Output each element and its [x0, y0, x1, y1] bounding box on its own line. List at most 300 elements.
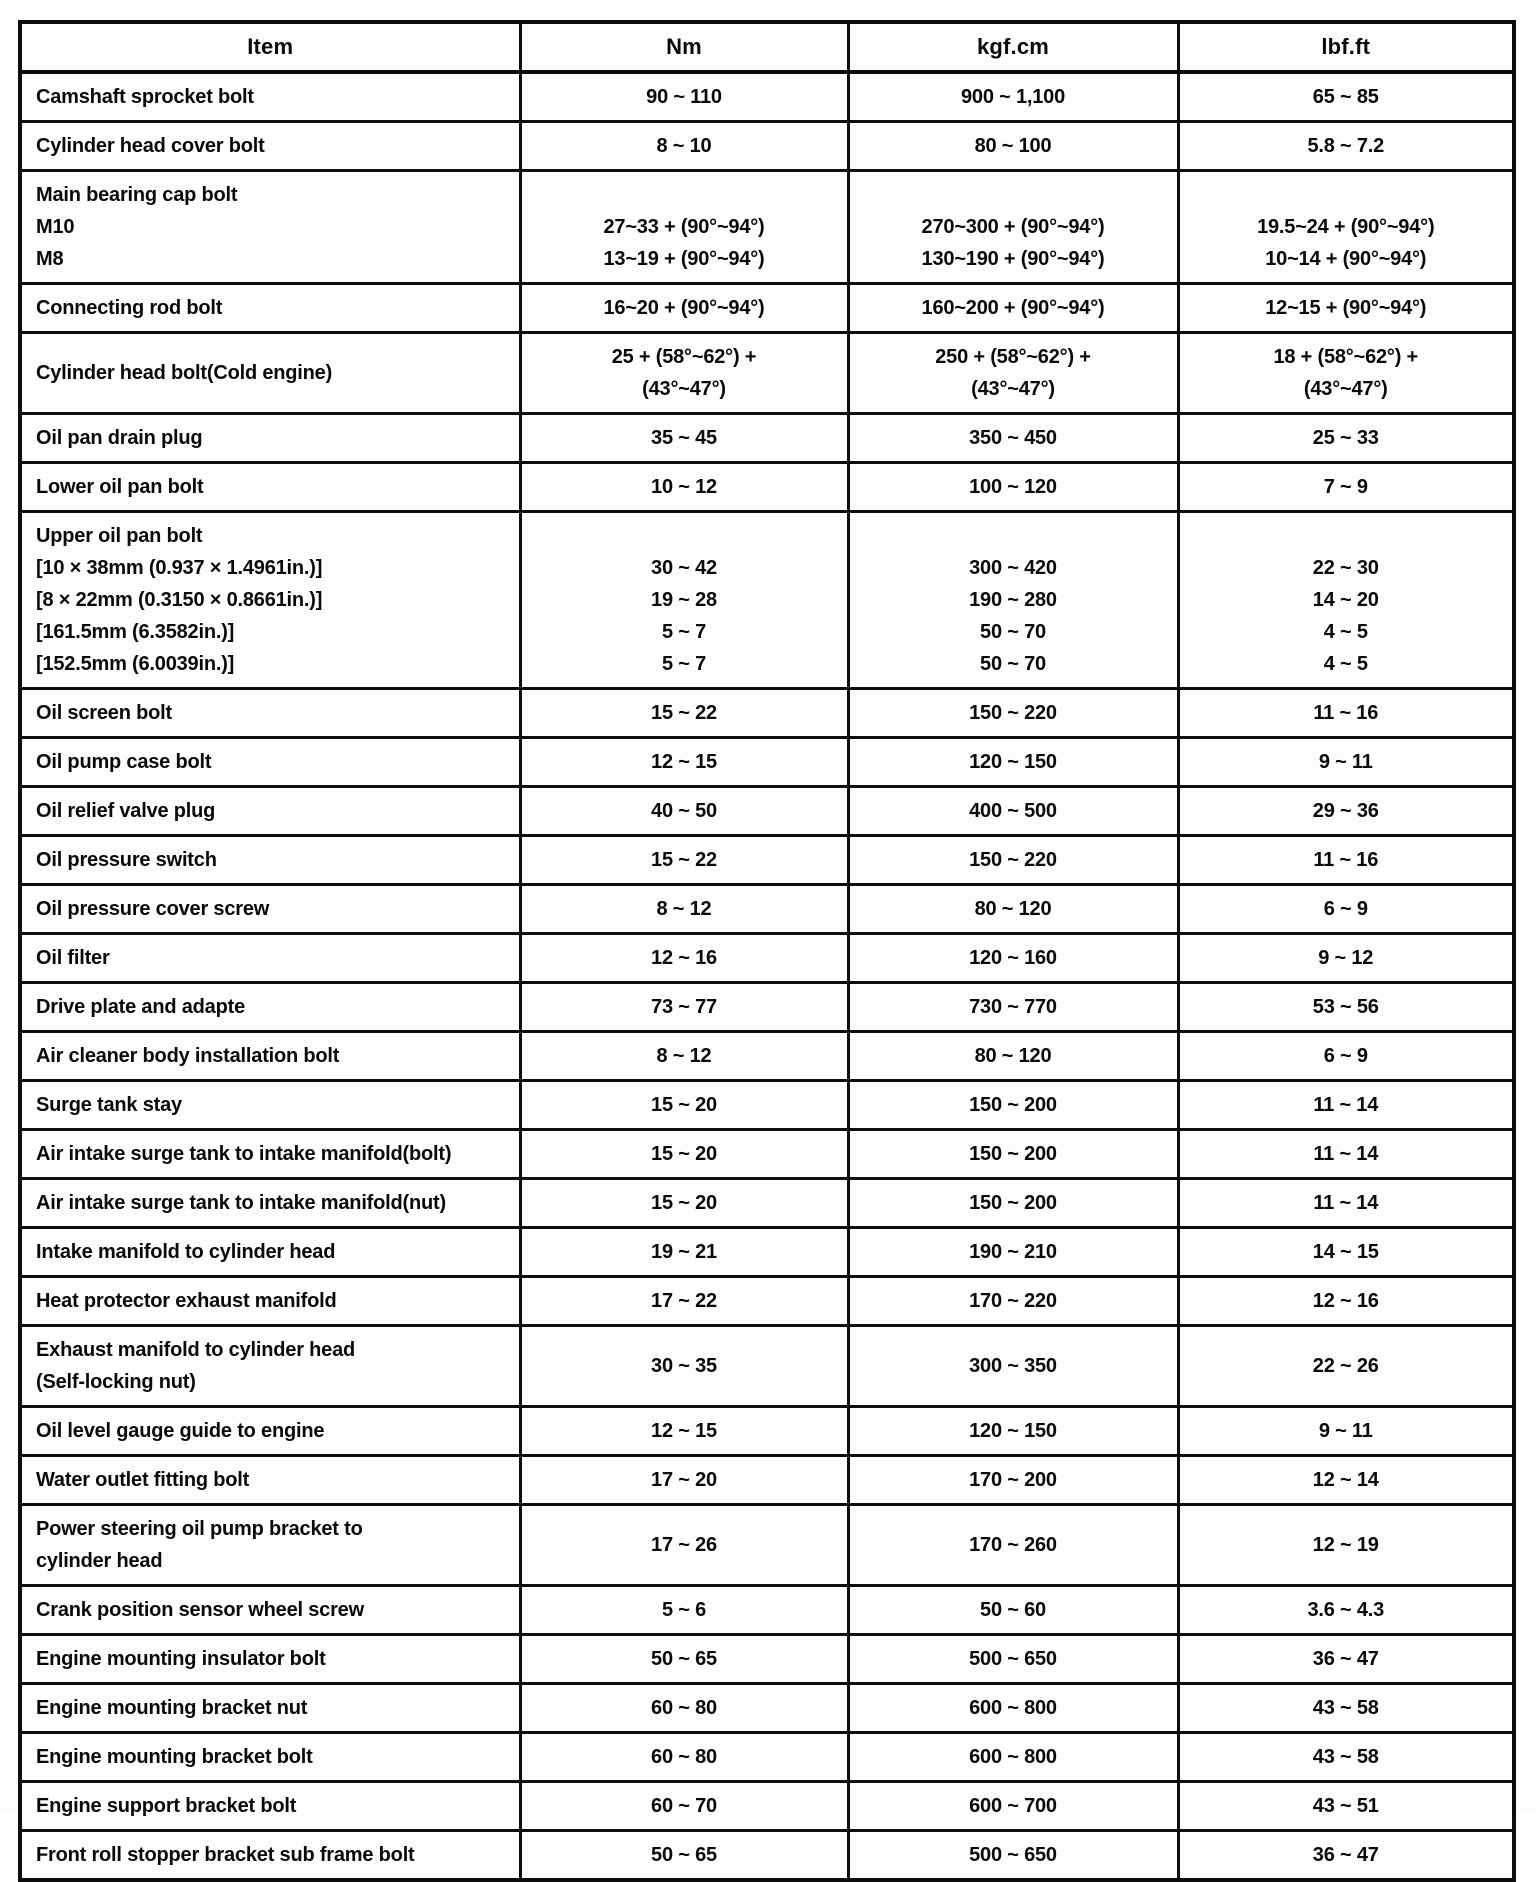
kgf-cell [848, 738, 1178, 787]
kgf-cell [848, 1456, 1178, 1505]
table-row [20, 1831, 1514, 1881]
kgf-cell [848, 787, 1178, 836]
cell-line: Oil pan drain plug [36, 427, 203, 449]
cell-line: cylinder head [36, 1550, 163, 1572]
cell-line: Intake manifold to cylinder head [36, 1241, 336, 1263]
cell-line: Exhaust manifold to cylinder head [36, 1339, 356, 1361]
lbf-cell [1178, 885, 1514, 934]
kgf-cell [848, 689, 1178, 738]
cell-line: 16~20 + (90°~94°) [603, 297, 765, 319]
nm-cell [520, 787, 848, 836]
cell-line: 60 ~ 70 [651, 1795, 717, 1817]
cell-line: 7 ~ 9 [1323, 476, 1368, 498]
cell-line: [161.5mm (6.3582in.)] [36, 621, 235, 643]
cell-line: Oil pressure cover screw [36, 898, 270, 920]
cell-line: Oil relief valve plug [36, 800, 216, 822]
cell-line: (Self-locking nut) [36, 1371, 196, 1393]
item-cell [20, 689, 520, 738]
cell-line: 11 ~ 14 [1313, 1192, 1379, 1214]
header-row [20, 22, 1514, 72]
table-row [20, 738, 1514, 787]
cell-line: Cylinder head bolt(Cold engine) [36, 362, 333, 384]
lbf-cell [1178, 512, 1514, 689]
cell-line: 40 ~ 50 [651, 800, 717, 822]
cell-line: 12 ~ 14 [1312, 1469, 1379, 1491]
nm-cell [520, 1782, 848, 1831]
cell-line: 25 + (58°~62°) + [611, 346, 757, 368]
table-row [20, 414, 1514, 463]
cell-line: 11 ~ 16 [1313, 702, 1379, 724]
cell-line: 30 ~ 42 [651, 557, 717, 579]
cell-line: 160~200 + (90°~94°) [921, 297, 1105, 319]
header-nm: Nm [520, 22, 848, 72]
nm-cell [520, 1032, 848, 1081]
kgf-cell [848, 284, 1178, 333]
kgf-cell [848, 333, 1178, 414]
cell-line: 65 ~ 85 [1312, 86, 1379, 108]
item-cell [20, 1326, 520, 1407]
cell-line: Heat protector exhaust manifold [36, 1290, 337, 1312]
lbf-cell [1178, 836, 1514, 885]
cell-line: 190 ~ 210 [969, 1241, 1057, 1263]
kgf-cell [848, 885, 1178, 934]
table-row [20, 512, 1514, 689]
nm-cell [520, 463, 848, 512]
table-row [20, 1130, 1514, 1179]
table-row [20, 983, 1514, 1032]
item-cell [20, 1684, 520, 1733]
cell-line: M10 [36, 216, 75, 238]
lbf-cell [1178, 333, 1514, 414]
cell-line: 73 ~ 77 [651, 996, 717, 1018]
lbf-cell [1178, 1635, 1514, 1684]
item-cell [20, 284, 520, 333]
cell-line: Front roll stopper bracket sub frame bolt [36, 1844, 415, 1866]
cell-line [528, 520, 841, 552]
item-cell [20, 1032, 520, 1081]
lbf-cell [1178, 1326, 1514, 1407]
lbf-cell [1178, 1831, 1514, 1881]
nm-cell [520, 333, 848, 414]
cell-line: 60 ~ 80 [651, 1746, 717, 1768]
header-item: Item [20, 22, 520, 72]
nm-cell [520, 1635, 848, 1684]
nm-cell [520, 171, 848, 284]
cell-line: 120 ~ 150 [969, 751, 1057, 773]
item-cell [20, 1586, 520, 1635]
lbf-cell [1178, 1782, 1514, 1831]
lbf-cell [1178, 1733, 1514, 1782]
table-row [20, 1586, 1514, 1635]
cell-line: 30 ~ 35 [651, 1355, 717, 1377]
cell-line: Oil pump case bolt [36, 751, 212, 773]
table-row [20, 836, 1514, 885]
cell-line: 15 ~ 20 [651, 1192, 717, 1214]
table-row [20, 171, 1514, 284]
cell-line: 8 ~ 12 [656, 1045, 712, 1067]
nm-cell [520, 72, 848, 122]
cell-line: Engine mounting bracket nut [36, 1697, 308, 1719]
cell-line: 50 ~ 60 [980, 1599, 1046, 1621]
table-row [20, 1228, 1514, 1277]
table-row [20, 1277, 1514, 1326]
cell-line: 6 ~ 9 [1323, 898, 1368, 920]
cell-line: [10 × 38mm (0.937 × 1.4961in.)] [36, 557, 323, 579]
cell-line: Oil screen bolt [36, 702, 172, 724]
item-cell [20, 1081, 520, 1130]
kgf-cell [848, 463, 1178, 512]
cell-line: 50 ~ 70 [980, 621, 1046, 643]
nm-cell [520, 1326, 848, 1407]
nm-cell [520, 512, 848, 689]
nm-cell [520, 1456, 848, 1505]
cell-line: 900 ~ 1,100 [960, 86, 1065, 108]
cell-line: 12 ~ 16 [651, 947, 717, 969]
item-cell [20, 1179, 520, 1228]
item-cell [20, 885, 520, 934]
nm-cell [520, 885, 848, 934]
lbf-cell [1178, 122, 1514, 171]
cell-line: 17 ~ 22 [651, 1290, 717, 1312]
kgf-cell [848, 1277, 1178, 1326]
item-cell [20, 171, 520, 284]
lbf-cell [1178, 983, 1514, 1032]
cell-line: 25 ~ 33 [1312, 427, 1379, 449]
table-row [20, 1407, 1514, 1456]
nm-cell [520, 414, 848, 463]
item-cell [20, 122, 520, 171]
table-header [20, 22, 1514, 72]
cell-line: Lower oil pan bolt [36, 476, 204, 498]
cell-line: 5 ~ 7 [661, 621, 707, 643]
kgf-cell [848, 1179, 1178, 1228]
cell-line: 90 ~ 110 [646, 86, 722, 108]
cell-line: 150 ~ 200 [969, 1192, 1057, 1214]
cell-line: 9 ~ 11 [1318, 1420, 1373, 1442]
cell-line: 27~33 + (90°~94°) [603, 216, 765, 238]
item-cell [20, 1505, 520, 1586]
cell-line: 11 ~ 16 [1313, 849, 1379, 871]
cell-line: 29 ~ 36 [1312, 800, 1379, 822]
nm-cell [520, 1130, 848, 1179]
lbf-cell [1178, 1586, 1514, 1635]
item-cell [20, 836, 520, 885]
lbf-cell [1178, 787, 1514, 836]
cell-line: Oil filter [36, 947, 110, 969]
cell-line: 35 ~ 45 [651, 427, 717, 449]
table-row [20, 1733, 1514, 1782]
cell-line: Main bearing cap bolt [36, 184, 238, 206]
item-cell [20, 1277, 520, 1326]
cell-line: Power steering oil pump bracket to [36, 1518, 363, 1540]
kgf-cell [848, 1831, 1178, 1881]
cell-line: 14 ~ 20 [1312, 589, 1379, 611]
cell-line: Surge tank stay [36, 1094, 182, 1116]
table-row [20, 72, 1514, 122]
cell-line: 5.8 ~ 7.2 [1307, 135, 1385, 157]
cell-line: 15 ~ 22 [651, 849, 717, 871]
cell-line [856, 520, 1171, 552]
cell-line: [152.5mm (6.0039in.)] [36, 653, 235, 675]
kgf-cell [848, 1228, 1178, 1277]
cell-line: M8 [36, 248, 64, 270]
cell-line: 170 ~ 220 [969, 1290, 1057, 1312]
cell-line: 5 ~ 7 [661, 653, 707, 675]
cell-line: 4 ~ 5 [1323, 621, 1368, 643]
cell-line: 8 ~ 10 [656, 135, 712, 157]
cell-line: Camshaft sprocket bolt [36, 86, 254, 108]
nm-cell [520, 1179, 848, 1228]
table-row [20, 787, 1514, 836]
cell-line: 17 ~ 20 [651, 1469, 717, 1491]
item-cell [20, 72, 520, 122]
table-row [20, 885, 1514, 934]
lbf-cell [1178, 934, 1514, 983]
kgf-cell [848, 934, 1178, 983]
kgf-cell [848, 1130, 1178, 1179]
nm-cell [520, 983, 848, 1032]
item-cell [20, 1228, 520, 1277]
cell-line: 53 ~ 56 [1312, 996, 1379, 1018]
cell-line: 50 ~ 65 [651, 1648, 717, 1670]
cell-line: 400 ~ 500 [969, 800, 1057, 822]
nm-cell [520, 122, 848, 171]
nm-cell [520, 1684, 848, 1733]
cell-line: 22 ~ 26 [1312, 1355, 1379, 1377]
nm-cell [520, 836, 848, 885]
cell-line: Water outlet fitting bolt [36, 1469, 250, 1491]
cell-line: 600 ~ 800 [969, 1746, 1057, 1768]
table-row [20, 1505, 1514, 1586]
cell-line: 13~19 + (90°~94°) [603, 248, 765, 270]
table-row [20, 689, 1514, 738]
torque-table-body [20, 72, 1514, 1880]
item-cell [20, 463, 520, 512]
kgf-cell [848, 1733, 1178, 1782]
lbf-cell [1178, 1130, 1514, 1179]
cell-line: Air cleaner body installation bolt [36, 1045, 340, 1067]
cell-line: 6 ~ 9 [1323, 1045, 1368, 1067]
cell-line: Engine support bracket bolt [36, 1795, 297, 1817]
header-kgfcm: kgf.cm [848, 22, 1178, 72]
nm-cell [520, 1505, 848, 1586]
nm-cell [520, 1831, 848, 1881]
kgf-cell [848, 1586, 1178, 1635]
cell-line: 4 ~ 5 [1323, 653, 1368, 675]
item-cell [20, 1407, 520, 1456]
lbf-cell [1178, 1277, 1514, 1326]
nm-cell [520, 689, 848, 738]
cell-line: 19.5~24 + (90°~94°) [1257, 216, 1435, 238]
cell-line: Cylinder head cover bolt [36, 135, 265, 157]
lbf-cell [1178, 738, 1514, 787]
cell-line: 170 ~ 200 [969, 1469, 1057, 1491]
cell-line: 22 ~ 30 [1312, 557, 1379, 579]
lbf-cell [1178, 414, 1514, 463]
cell-line: 80 ~ 100 [974, 135, 1052, 157]
nm-cell [520, 738, 848, 787]
lbf-cell [1178, 1684, 1514, 1733]
cell-line: 350 ~ 450 [969, 427, 1057, 449]
cell-line: 150 ~ 200 [969, 1094, 1057, 1116]
table-row [20, 1782, 1514, 1831]
cell-line: 150 ~ 200 [969, 1143, 1057, 1165]
kgf-cell [848, 1684, 1178, 1733]
cell-line: 15 ~ 22 [651, 702, 717, 724]
cell-line: Upper oil pan bolt [36, 525, 203, 547]
cell-line: 600 ~ 700 [969, 1795, 1057, 1817]
cell-line: 100 ~ 120 [969, 476, 1057, 498]
cell-line: (43°~47°) [971, 378, 1055, 400]
cell-line: 36 ~ 47 [1312, 1648, 1379, 1670]
table-row [20, 1081, 1514, 1130]
cell-line: 17 ~ 26 [651, 1534, 717, 1556]
cell-line: 150 ~ 220 [969, 849, 1057, 871]
cell-line: 130~190 + (90°~94°) [921, 248, 1105, 270]
cell-line: 500 ~ 650 [969, 1648, 1057, 1670]
cell-line: 11 ~ 14 [1313, 1143, 1379, 1165]
item-cell [20, 1782, 520, 1831]
cell-line: 19 ~ 28 [651, 589, 717, 611]
item-cell [20, 738, 520, 787]
cell-line: 14 ~ 15 [1312, 1241, 1379, 1263]
nm-cell [520, 1733, 848, 1782]
cell-line: 600 ~ 800 [969, 1697, 1057, 1719]
cell-line: 12 ~ 15 [651, 1420, 717, 1442]
cell-line: 15 ~ 20 [651, 1094, 717, 1116]
cell-line: 10 ~ 12 [651, 476, 717, 498]
lbf-cell [1178, 463, 1514, 512]
cell-line: 50 ~ 65 [651, 1844, 717, 1866]
lbf-cell [1178, 284, 1514, 333]
lbf-cell [1178, 1228, 1514, 1277]
table-row [20, 1326, 1514, 1407]
cell-line: 19 ~ 21 [651, 1241, 717, 1263]
cell-line: 12 ~ 19 [1312, 1534, 1379, 1556]
cell-line: Oil pressure switch [36, 849, 217, 871]
cell-line: (43°~47°) [1303, 378, 1388, 400]
cell-line: 15 ~ 20 [651, 1143, 717, 1165]
kgf-cell [848, 1081, 1178, 1130]
cell-line: Connecting rod bolt [36, 297, 223, 319]
item-cell [20, 787, 520, 836]
kgf-cell [848, 1407, 1178, 1456]
item-cell [20, 1130, 520, 1179]
kgf-cell [848, 1635, 1178, 1684]
cell-line: 10~14 + (90°~94°) [1265, 248, 1427, 270]
lbf-cell [1178, 1032, 1514, 1081]
cell-line: 43 ~ 58 [1312, 1746, 1379, 1768]
item-cell [20, 1733, 520, 1782]
cell-line: Crank position sensor wheel screw [36, 1599, 364, 1621]
cell-line: 11 ~ 14 [1313, 1094, 1379, 1116]
cell-line: 270~300 + (90°~94°) [921, 216, 1105, 238]
header-lbfft: lbf.ft [1178, 22, 1514, 72]
cell-line: 9 ~ 12 [1318, 947, 1374, 969]
cell-line: 150 ~ 220 [969, 702, 1057, 724]
table-row [20, 463, 1514, 512]
table-row [20, 284, 1514, 333]
item-cell [20, 983, 520, 1032]
cell-line: Engine mounting bracket bolt [36, 1746, 313, 1768]
kgf-cell [848, 983, 1178, 1032]
cell-line: 43 ~ 58 [1312, 1697, 1379, 1719]
cell-line: 300 ~ 350 [969, 1355, 1057, 1377]
kgf-cell [848, 1505, 1178, 1586]
cell-line [856, 179, 1171, 211]
item-cell [20, 333, 520, 414]
kgf-cell [848, 72, 1178, 122]
kgf-cell [848, 414, 1178, 463]
cell-line: 80 ~ 120 [974, 1045, 1052, 1067]
cell-line: Air intake surge tank to intake manifold(nut) [36, 1192, 446, 1214]
table-row [20, 1179, 1514, 1228]
kgf-cell [848, 1782, 1178, 1831]
item-cell [20, 414, 520, 463]
cell-line: 50 ~ 70 [980, 653, 1046, 675]
cell-line: 5 ~ 6 [661, 1599, 707, 1621]
nm-cell [520, 1407, 848, 1456]
cell-line: 12 ~ 15 [651, 751, 717, 773]
cell-line: 300 ~ 420 [969, 557, 1057, 579]
cell-line: 12 ~ 16 [1312, 1290, 1379, 1312]
cell-line: 60 ~ 80 [651, 1697, 717, 1719]
kgf-cell [848, 512, 1178, 689]
lbf-cell [1178, 72, 1514, 122]
nm-cell [520, 934, 848, 983]
cell-line: 730 ~ 770 [969, 996, 1057, 1018]
cell-line: 12~15 + (90°~94°) [1265, 297, 1427, 319]
cell-line: [8 × 22mm (0.3150 × 0.8661in.)] [36, 589, 323, 611]
lbf-cell [1178, 689, 1514, 738]
cell-line: 8 ~ 12 [656, 898, 712, 920]
item-cell [20, 934, 520, 983]
table-row [20, 1032, 1514, 1081]
cell-line: 80 ~ 120 [974, 898, 1052, 920]
table-row [20, 934, 1514, 983]
cell-line: 120 ~ 160 [969, 947, 1057, 969]
lbf-cell [1178, 171, 1514, 284]
nm-cell [520, 1586, 848, 1635]
cell-line: 18 + (58°~62°) + [1273, 346, 1419, 368]
lbf-cell [1178, 1081, 1514, 1130]
nm-cell [520, 284, 848, 333]
table-row [20, 1635, 1514, 1684]
kgf-cell [848, 171, 1178, 284]
cell-line [528, 179, 841, 211]
cell-line: Engine mounting insulator bolt [36, 1648, 326, 1670]
lbf-cell [1178, 1407, 1514, 1456]
table-row [20, 122, 1514, 171]
cell-line: Oil level gauge guide to engine [36, 1420, 325, 1442]
lbf-cell [1178, 1179, 1514, 1228]
item-cell [20, 1831, 520, 1881]
cell-line: 250 + (58°~62°) + [935, 346, 1091, 368]
cell-line: 120 ~ 150 [969, 1420, 1057, 1442]
torque-spec-table [18, 20, 1516, 1882]
cell-line: 500 ~ 650 [969, 1844, 1057, 1866]
table-row [20, 333, 1514, 414]
cell-line [1186, 520, 1507, 552]
item-cell [20, 512, 520, 689]
table-row [20, 1684, 1514, 1733]
cell-line: Drive plate and adapte [36, 996, 245, 1018]
cell-line: 9 ~ 11 [1318, 751, 1373, 773]
kgf-cell [848, 1326, 1178, 1407]
item-cell [20, 1456, 520, 1505]
cell-line: (43°~47°) [642, 378, 726, 400]
item-cell [20, 1635, 520, 1684]
